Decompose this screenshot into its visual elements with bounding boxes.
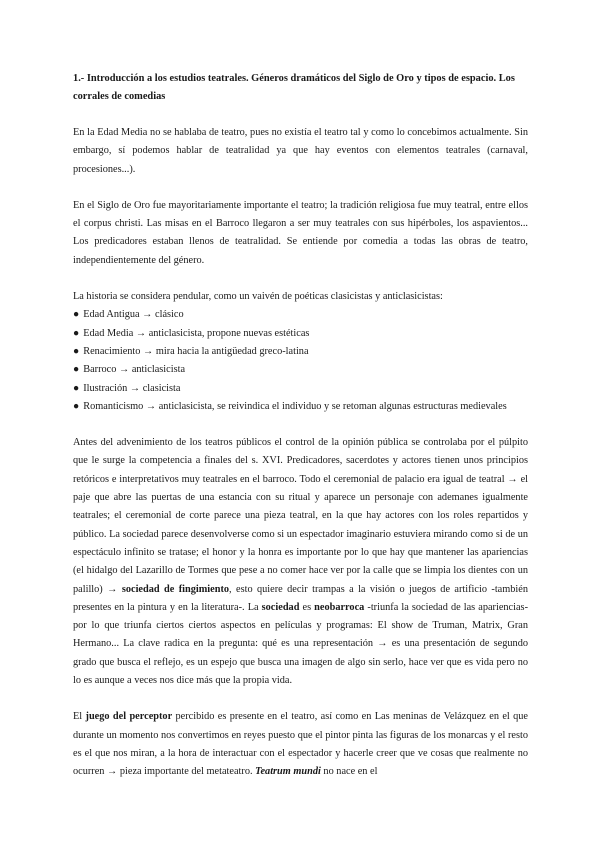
paragraph-teatros-publicos: Antes del advenimiento de los teatros públicos el control de la opinión pública se controlaba por el púlpito que le surge la competencia a finales del s. XVI. Predicadores, sacerdotes y actores tienen unos principios retóricos e interpretativos muy teatrales en el barroco. Todo el ceremonial de palacio era igual de teatral → el paje que abre las puertas de una estancia con su ritual y aparece un personaje con ademanes igualmente teatrales; el ceremonial de corte parece una pieza teatral, en la que hay actores con los roles repartidos y público. La sociedad parece desenvolverse como si un espectador imaginario estuviera mirando como si de un espectáculo infinito se tratase; el honor y la honra es importante por lo que hay que mantener las apariencias (el hidalgo del Lazarillo de Tormes que pese a no comer hace ver por la calle que se limpia los dientes con un palillo) → sociedad de fingimiento, esto quiere decir trampas a la visión o juegos de artificio -también presentes en la pintura y en la literatura-. La sociedad es neobarroca -triunfa la sociedad de las apariencias- por lo que triunfa ciertos ciertos aspectos en películas y programas: El show de Truman, Matrix, Gran Hermano... La clave radica en la pregunta: qué es una representación → es una presentación de segundo grado que busca el reflejo, es un espejo que busca una imagen de algo sin serlo, hace ver que es vida pero no lo es aunque a veces nos dice más que la propia vida. [73,437,528,687]
list-item: ● Ilustración → clasicista [73,382,181,394]
paragraph-historia-pendular: La historia se considera pendular, como un vaivén de poéticas clasicistas y anticlasicistas: [73,291,443,303]
section-heading: 1.- Introducción a los estudios teatrales. Géneros dramáticos del Siglo de Oro y tipos de espacio. Los corrales de comedias [73,73,515,102]
bullet-icon: ● [73,309,80,321]
bullet-icon: ● [73,382,80,394]
list-item: ● Edad Antigua → clásico [73,309,184,321]
list-item: ● Renacimiento → mira hacia la antigüedad greco-latina [73,345,309,357]
bullet-icon: ● [73,345,80,357]
bullet-icon: ● [73,364,80,376]
paragraph-siglo-de-oro: En el Siglo de Oro fue mayoritariamente importante el teatro; la tradición religiosa fue muy teatral, entre ellos el corpus christi. Las misas en el Barroco llegaron a ser muy teatrales con sus hipérboles, los aspavientos... Los predicadores estaban llenos de teatralidad. Se entiende por comedia a todas las obras de teatro, independientemente del género. [73,199,528,266]
term-sociedad-fingimiento: sociedad de fingimiento [121,583,230,595]
list-item: ● Barroco → anticlasicista [73,364,186,376]
term-neobarroca: neobarroca [314,601,365,613]
bullet-icon: ● [73,400,80,412]
periods-list [73,306,528,416]
term-sociedad: sociedad [261,601,300,613]
term-juego-perceptor: juego del perceptor [85,711,173,723]
list-item: ● Edad Media → anticlasicista, propone nuevas estéticas [73,327,310,339]
paragraph-edad-media: En la Edad Media no se hablaba de teatro, pues no existía el teatro tal y como lo concebimos actualmente. Sin embargo, sí podemos hablar de teatralidad ya que hay eventos con elementos teatrales (carnaval, procesiones...). [73,127,528,175]
list-item: ● Romanticismo → anticlasicista, se reivindica el individuo y se retoman algunas estructuras medievales [73,400,507,412]
term-teatrum-mundi: Teatrum mundi [255,766,321,778]
bullet-icon: ● [73,327,80,339]
paragraph-juego-perceptor: El juego del perceptor percibido es presente en el teatro, así como en Las meninas de Velázquez en el que durante un momento nos convertimos en reyes puesto que el pintor pinta las figuras de los monarcas y el resto es el que nos miran, a la hora de interactuar con el espectador y hacerle creer que ve cosas que realmente no ocurren → pieza importante del metateatro. Teatrum mundi no nace en el [73,711,528,778]
